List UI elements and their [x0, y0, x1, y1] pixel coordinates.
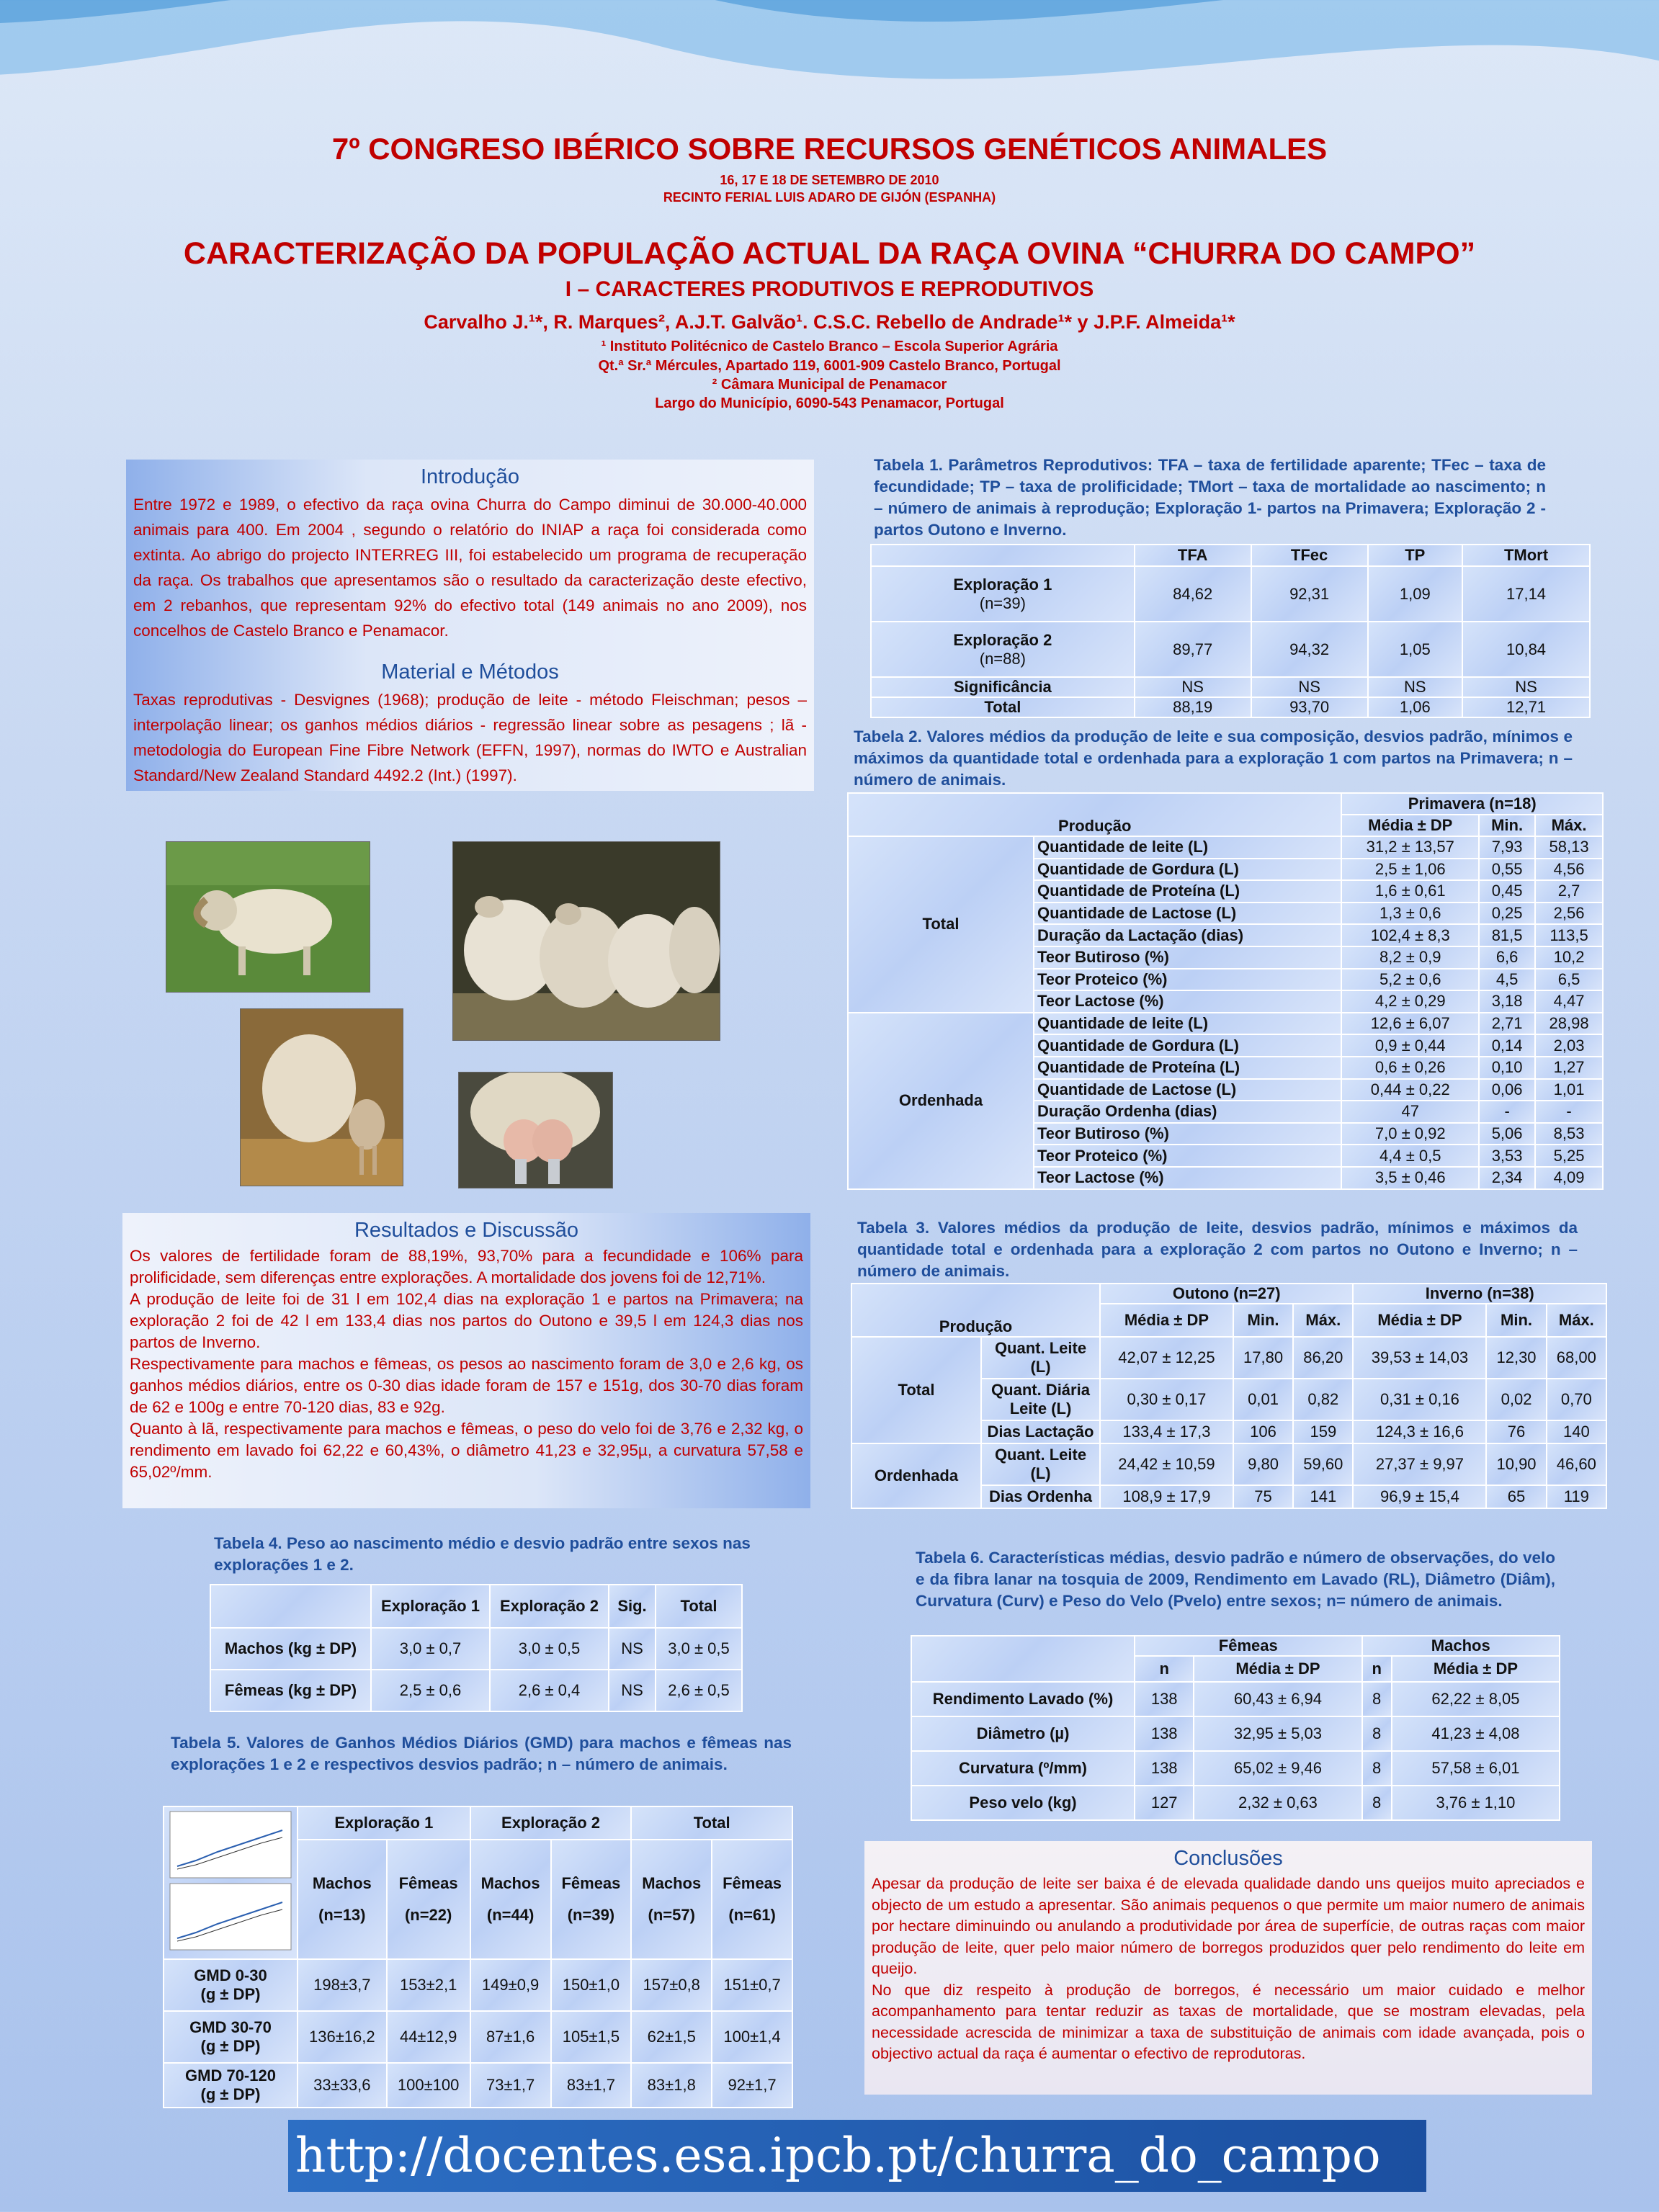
t2-row-label: Duração da Lactação (dias): [1034, 924, 1341, 946]
t6-cell: 60,43 ± 6,94: [1194, 1682, 1361, 1716]
t3-cell: 0,70: [1547, 1379, 1606, 1420]
t2-row-label: Teor Lactose (%): [1034, 1167, 1341, 1189]
t6-cell: 138: [1135, 1716, 1194, 1751]
t3-row-label: Dias Ordenha: [981, 1485, 1100, 1508]
t2-row-label: Duração Ordenha (dias): [1034, 1101, 1341, 1123]
t2-cell: 0,25: [1479, 903, 1535, 925]
table6: [911, 1635, 1560, 1821]
poster-subtitle: I – CARACTERES PRODUTIVOS E REPRODUTIVOS: [565, 277, 1094, 301]
t3-cell: 12,30: [1486, 1337, 1546, 1379]
t3-col: Média ± DP: [1100, 1304, 1233, 1337]
t2-cell: 2,71: [1479, 1013, 1535, 1035]
results-p2: A produção de leite foi de 31 l em 102,4 dias na exploração 1 e partos na Primavera; na exploração 2 foi de 42 l em 133,4 dias nos partos do Outono e 39,5 l em 124,3 dias nos partos de Inverno.: [130, 1290, 803, 1351]
t2-col: Máx.: [1535, 815, 1603, 836]
t5-group: Exploração 2: [470, 1806, 632, 1840]
t5-col: Machos (n=44): [470, 1840, 551, 1959]
footer-url[interactable]: http://docentes.esa.ipcb.pt/churra_do_campo: [288, 2120, 1426, 2192]
t2-section-label: Ordenhada: [848, 1013, 1034, 1189]
t3-cell: 86,20: [1293, 1337, 1353, 1379]
t2-cell: 5,2 ± 0,6: [1341, 969, 1479, 991]
t4-col: Sig.: [609, 1585, 656, 1628]
t4-cell: NS: [609, 1628, 656, 1670]
conclusions-panel: [864, 1841, 1592, 2095]
t2-cell: 2,7: [1535, 880, 1603, 903]
results-p4: Quanto à lã, respectivamente para machos e fêmeas, o peso do velo foi de 3,76 e 2,32 kg, o rendimento em lavado foi 62,22 e 60,43%, o diâmetro 41,23 e 32,95µ, a curvatura 57,58 e 65,02º/mm.: [130, 1420, 803, 1481]
t6-col: Média ± DP: [1194, 1656, 1361, 1682]
t3-section-label: Ordenhada: [851, 1443, 981, 1508]
conclusions-heading: Conclusões: [1173, 1847, 1283, 1870]
table3: [851, 1283, 1607, 1509]
t3-cell: 68,00: [1547, 1337, 1606, 1379]
t2-cell: 31,2 ± 13,57: [1341, 836, 1479, 859]
t3-group-winter: Inverno (n=38): [1353, 1284, 1606, 1304]
t2-cell: 2,03: [1535, 1034, 1603, 1057]
t1-row-label: Significância: [871, 677, 1135, 697]
t6-corner: [911, 1636, 1135, 1682]
t2-cell: 0,45: [1479, 880, 1535, 903]
intro-methods-panel: [126, 460, 814, 791]
t6-col: Média ± DP: [1392, 1656, 1560, 1682]
t3-row-label: Dias Lactação: [981, 1420, 1100, 1443]
table6-caption: Tabela 6. Características médias, desvio padrão e número de observações, do velo e da fibra lanar na tosquia de 2009, Rendimento em Lavado (RL), Diâmetro (Diâm), Curvatura (Curv) e Peso do Velo (Pvelo) entre sexos; n= número de animais.: [916, 1549, 1555, 1610]
t6-row-label: Diâmetro (µ): [911, 1716, 1135, 1751]
t1-cell: NS: [1368, 677, 1462, 697]
t3-cell: 46,60: [1547, 1443, 1606, 1485]
t1-col: TFec: [1251, 545, 1368, 566]
t1-cell: 89,77: [1135, 622, 1251, 677]
t2-cell: 0,14: [1479, 1034, 1535, 1057]
t3-cell: 140: [1547, 1420, 1606, 1443]
t2-cell: 81,5: [1479, 924, 1535, 946]
t2-cell: 10,2: [1535, 946, 1603, 969]
methods-heading: Material e Métodos: [381, 661, 559, 684]
t2-cell: 4,56: [1535, 859, 1603, 881]
t3-col: Máx.: [1293, 1304, 1353, 1337]
t5-row-label: GMD 30-70 (g ± DP): [164, 2011, 298, 2063]
t2-cell: 0,6 ± 0,26: [1341, 1057, 1479, 1079]
table5: [163, 1806, 793, 2108]
t5-cell: 100±1,4: [712, 2011, 792, 2063]
t1-cell: NS: [1462, 677, 1590, 697]
t2-cell: 113,5: [1535, 924, 1603, 946]
t1-corner: [871, 545, 1135, 566]
t1-cell: NS: [1135, 677, 1251, 697]
t5-cell: 150±1,0: [551, 1959, 632, 2011]
t2-cell: 7,93: [1479, 836, 1535, 859]
results-heading: Resultados e Discussão: [354, 1219, 579, 1242]
results-p1: Os valores de fertilidade foram de 88,19%, 93,70% para a fecundidade e 106% para prolificidade, sem diferenças entre explorações. A mortalidade dos jovens foi de 12,71%.: [130, 1247, 803, 1286]
t5-cell: 92±1,7: [712, 2063, 792, 2108]
t2-cell: 12,6 ± 6,07: [1341, 1013, 1479, 1035]
t2-row-label: Quantidade de leite (L): [1034, 1013, 1341, 1035]
t1-row-label: Exploração 2 (n=88): [871, 622, 1135, 677]
t3-cell: 65: [1486, 1485, 1546, 1508]
table3-caption: Tabela 3. Valores médios da produção de leite, desvios padrão, mínimos e máximos da quantidade total e ordenhada para a exploração 2 com partos no Outono e Inverno; n – número de animais.: [857, 1219, 1578, 1280]
t1-cell: 12,71: [1462, 697, 1590, 717]
t4-col: Exploração 1: [371, 1585, 490, 1628]
t2-cell: 2,5 ± 1,06: [1341, 859, 1479, 881]
t6-row-label: Curvatura (º/mm): [911, 1751, 1135, 1786]
t3-cell: 39,53 ± 14,03: [1353, 1337, 1486, 1379]
table1: [870, 544, 1591, 718]
t3-production-header: Produção: [851, 1284, 1100, 1337]
t6-row-label: Rendimento Lavado (%): [911, 1682, 1135, 1716]
congress-title: 7º CONGRESO IBÉRICO SOBRE RECURSOS GENÉTICOS ANIMALES: [331, 132, 1328, 166]
t3-cell: 119: [1547, 1485, 1606, 1508]
t2-row-label: Quantidade de leite (L): [1034, 836, 1341, 859]
t1-row-label: Total: [871, 697, 1135, 717]
t4-row-label: Fêmeas (kg ± DP): [210, 1670, 371, 1711]
affiliation-3: ² Câmara Municipal de Penamacor: [712, 377, 947, 393]
t5-cell: 73±1,7: [470, 2063, 551, 2108]
t6-col: n: [1135, 1656, 1194, 1682]
t3-cell: 59,60: [1293, 1443, 1353, 1485]
table2-caption: Tabela 2. Valores médios da produção de leite e sua composição, desvios padrão, mínimos e máximos da quantidade total e ordenhada para a exploração 1 com partos na Primavera; n – número de animais.: [854, 727, 1573, 789]
t3-cell: 0,82: [1293, 1379, 1353, 1420]
t3-cell: 75: [1233, 1485, 1293, 1508]
t5-cell: 62±1,5: [631, 2011, 712, 2063]
t3-cell: 108,9 ± 17,9: [1100, 1485, 1233, 1508]
intro-text: Entre 1972 e 1989, o efectivo da raça ovina Churra do Campo diminui de 30.000-40.000 animais para 400. Em 2004 , segundo o relatório do INIAP a raça foi considerada como extinta. Ao abrigo do projecto INTERREG III, foi estabelecido um programa de recuperação da raça. Os trabalhos que apresentamos são o resultado da caracterização deste efectivo, em 2 rebanhos, que representam 92% do efectivo total (149 animais no ano 2009), nos concelhos de Castelo Branco e Penamacor.: [133, 496, 807, 640]
t5-group: Total: [631, 1806, 792, 1840]
t2-cell: 4,47: [1535, 990, 1603, 1013]
t5-group: Exploração 1: [298, 1806, 470, 1840]
t2-row-label: Quantidade de Proteína (L): [1034, 1057, 1341, 1079]
t4-cell: NS: [609, 1670, 656, 1711]
t5-cell: 100±100: [387, 2063, 470, 2108]
t5-row-label: GMD 70-120 (g ± DP): [164, 2063, 298, 2108]
t2-cell: 1,3 ± 0,6: [1341, 903, 1479, 925]
conclusions-p1: Apesar da produção de leite ser baixa é de elevada qualidade dando uns queijos muito apreciados e objecto de um estudo a apresentar. São animais pequenos o que permite um maior numero de animais por hectare diminuindo ou anulando a produtividade por área de superfície, de outras raças com maior produção de leite, quer pelo maior número de borregos produzidos quer pelo rendimento do leite em queijo.: [872, 1875, 1585, 1977]
t1-cell: 10,84: [1462, 622, 1590, 677]
growth-curve-thumbnails: [167, 1809, 294, 1953]
t2-row-label: Teor Lactose (%): [1034, 990, 1341, 1013]
t4-cell: 2,5 ± 0,6: [371, 1670, 490, 1711]
affiliation-4: Largo do Município, 6090-543 Penamacor, Portugal: [655, 395, 1004, 411]
t3-col: Média ± DP: [1353, 1304, 1486, 1337]
t5-cell: 136±16,2: [298, 2011, 387, 2063]
t3-cell: 76: [1486, 1420, 1546, 1443]
t3-col: Min.: [1233, 1304, 1293, 1337]
t6-cell: 41,23 ± 4,08: [1392, 1716, 1560, 1751]
t2-cell: 4,5: [1479, 969, 1535, 991]
t2-production-header: Produção: [848, 793, 1341, 836]
t3-cell: 124,3 ± 16,6: [1353, 1420, 1486, 1443]
congress-dates: 16, 17 E 18 DE SETEMBRO DE 2010: [720, 173, 939, 187]
t3-section-label: Total: [851, 1337, 981, 1443]
t1-cell: 1,05: [1368, 622, 1462, 677]
t2-row-label: Teor Butiroso (%): [1034, 1123, 1341, 1145]
t3-cell: 0,02: [1486, 1379, 1546, 1420]
t2-col: Min.: [1479, 815, 1535, 836]
t2-row-label: Quantidade de Lactose (L): [1034, 903, 1341, 925]
t5-row-label: GMD 0-30 (g ± DP): [164, 1959, 298, 2011]
t3-cell: 141: [1293, 1485, 1353, 1508]
t3-cell: 96,9 ± 15,4: [1353, 1485, 1486, 1508]
t3-row-label: Quant. Leite (L): [981, 1337, 1100, 1379]
t5-cell: 105±1,5: [551, 2011, 632, 2063]
t2-cell: 102,4 ± 8,3: [1341, 924, 1479, 946]
t3-cell: 9,80: [1233, 1443, 1293, 1485]
t2-section-label: Total: [848, 836, 1034, 1013]
t4-corner: [210, 1585, 371, 1628]
t1-col: TMort: [1462, 545, 1590, 566]
t2-cell: 2,34: [1479, 1167, 1535, 1189]
t1-cell: 84,62: [1135, 566, 1251, 622]
t2-cell: 8,2 ± 0,9: [1341, 946, 1479, 969]
table4-caption: Tabela 4. Peso ao nascimento médio e desvio padrão entre sexos nas explorações 1 e 2.: [214, 1534, 751, 1574]
t6-group-males: Machos: [1362, 1636, 1560, 1656]
t2-group-header: Primavera (n=18): [1341, 793, 1603, 815]
t2-row-label: Quantidade de Proteína (L): [1034, 880, 1341, 903]
t5-col: Fêmeas (n=39): [551, 1840, 632, 1959]
t6-cell: 8: [1362, 1682, 1392, 1716]
milking-photo: [458, 1072, 613, 1188]
t1-col: TP: [1368, 545, 1462, 566]
table1-caption: Tabela 1. Parâmetros Reprodutivos: TFA – taxa de fertilidade aparente; TFec – taxa de fecundidade; TP – taxa de prolificidade; TMort – taxa de mortalidade ao nascimento; n – número de animais à reprodução; Exploração 1- partos na Primavera; Exploração 2 - partos Outono e Inverno.: [874, 456, 1546, 539]
t2-cell: 1,6 ± 0,61: [1341, 880, 1479, 903]
t2-cell: -: [1535, 1101, 1603, 1123]
t2-cell: 5,06: [1479, 1123, 1535, 1145]
methods-text: Taxas reprodutivas - Desvignes (1968); produção de leite - método Fleischman; pesos – interpolação linear; os ganhos médios diários - regressão linear sobre as pesagens ; lã - metodologia do European Fine Fibre Network (EFFN, 1997), normas do IWTO e Australian Standard/New Zealand Standard 4492.2 (Int.) (1997).: [133, 691, 807, 784]
t2-row-label: Quantidade de Lactose (L): [1034, 1079, 1341, 1101]
t2-cell: 3,18: [1479, 990, 1535, 1013]
t3-col: Min.: [1486, 1304, 1546, 1337]
t3-cell: 159: [1293, 1420, 1353, 1443]
t2-cell: 4,09: [1535, 1167, 1603, 1189]
t2-cell: 0,9 ± 0,44: [1341, 1034, 1479, 1057]
t3-cell: 24,42 ± 10,59: [1100, 1443, 1233, 1485]
poster-title: CARACTERIZAÇÃO DA POPULAÇÃO ACTUAL DA RAÇA OVINA “CHURRA DO CAMPO”: [183, 236, 1476, 271]
t4-cell: 2,6 ± 0,5: [656, 1670, 742, 1711]
t6-group-females: Fêmeas: [1135, 1636, 1362, 1656]
t4-cell: 3,0 ± 0,5: [490, 1628, 609, 1670]
t3-cell: 106: [1233, 1420, 1293, 1443]
t6-cell: 2,32 ± 0,63: [1194, 1786, 1361, 1820]
results-panel: [122, 1213, 810, 1508]
t3-cell: 133,4 ± 17,3: [1100, 1420, 1233, 1443]
t5-cell: 83±1,8: [631, 2063, 712, 2108]
t1-cell: 92,31: [1251, 566, 1368, 622]
t2-cell: 6,6: [1479, 946, 1535, 969]
t2-cell: 58,13: [1535, 836, 1603, 859]
ewe-lamb-photo: [240, 1008, 403, 1186]
t5-cell: 83±1,7: [551, 2063, 632, 2108]
t6-cell: 127: [1135, 1786, 1194, 1820]
t6-row-label: Peso velo (kg): [911, 1786, 1135, 1820]
t3-col: Máx.: [1547, 1304, 1606, 1337]
affiliation-1: ¹ Instituto Politécnico de Castelo Branco – Escola Superior Agrária: [601, 339, 1058, 354]
table4: [210, 1584, 743, 1712]
t2-cell: 1,27: [1535, 1057, 1603, 1079]
t5-cell: 33±33,6: [298, 2063, 387, 2108]
t3-row-label: Quant. Leite (L): [981, 1443, 1100, 1485]
t1-col: TFA: [1135, 545, 1251, 566]
t5-cell: 198±3,7: [298, 1959, 387, 2011]
t4-col: Total: [656, 1585, 742, 1628]
t2-cell: 28,98: [1535, 1013, 1603, 1035]
t1-row-label: Exploração 1 (n=39): [871, 566, 1135, 622]
t2-cell: 7,0 ± 0,92: [1341, 1123, 1479, 1145]
t4-cell: 3,0 ± 0,5: [656, 1628, 742, 1670]
ram-photo: [166, 841, 370, 993]
t3-cell: 0,30 ± 0,17: [1100, 1379, 1233, 1420]
t2-row-label: Teor Butiroso (%): [1034, 946, 1341, 969]
t2-cell: 0,06: [1479, 1079, 1535, 1101]
table5-caption: Tabela 5. Valores de Ganhos Médios Diários (GMD) para machos e fêmeas nas explorações 1 e 2 e respectivos desvios padrão; n – número de animais.: [171, 1734, 792, 1773]
t6-cell: 32,95 ± 5,03: [1194, 1716, 1361, 1751]
affiliation-2: Qt.ª Sr.ª Mércules, Apartado 119, 6001-909 Castelo Branco, Portugal: [598, 358, 1061, 374]
t5-cell: 149±0,9: [470, 1959, 551, 2011]
t4-cell: 2,6 ± 0,4: [490, 1670, 609, 1711]
t3-cell: 0,01: [1233, 1379, 1293, 1420]
t1-cell: 94,32: [1251, 622, 1368, 677]
t5-cell: 153±2,1: [387, 1959, 470, 2011]
t3-group-autumn: Outono (n=27): [1100, 1284, 1353, 1304]
t5-col: Machos (n=57): [631, 1840, 712, 1959]
results-p3: Respectivamente para machos e fêmeas, os pesos ao nascimento foram de 3,0 e 2,6 kg, os ganhos médios diários, entre os 0-30 dias idade foram de 157 e 151g, dos 30-70 dias foram de 62 e 100g e entre 70-120 dias, 83 e 92g.: [130, 1355, 803, 1416]
t4-col: Exploração 2: [490, 1585, 609, 1628]
t5-growth-charts: [164, 1806, 298, 1959]
t2-row-label: Teor Proteico (%): [1034, 1145, 1341, 1167]
t1-cell: NS: [1251, 677, 1368, 697]
t2-cell: 0,10: [1479, 1057, 1535, 1079]
t1-cell: 93,70: [1251, 697, 1368, 717]
t5-cell: 87±1,6: [470, 2011, 551, 2063]
t2-cell: 0,44 ± 0,22: [1341, 1079, 1479, 1101]
table2: [847, 792, 1604, 1190]
t1-cell: 17,14: [1462, 566, 1590, 622]
t2-cell: 3,53: [1479, 1145, 1535, 1167]
t1-cell: 1,09: [1368, 566, 1462, 622]
t3-cell: 0,31 ± 0,16: [1353, 1379, 1486, 1420]
congress-venue: RECINTO FERIAL LUIS ADARO DE GIJÓN (ESPANHA): [663, 190, 996, 205]
t2-row-label: Quantidade de Gordura (L): [1034, 859, 1341, 881]
t6-cell: 8: [1362, 1751, 1392, 1786]
t3-cell: 10,90: [1486, 1443, 1546, 1485]
t5-col: Fêmeas (n=22): [387, 1840, 470, 1959]
t3-cell: 42,07 ± 12,25: [1100, 1337, 1233, 1379]
t4-cell: 3,0 ± 0,7: [371, 1628, 490, 1670]
t5-col: Machos (n=13): [298, 1840, 387, 1959]
t6-cell: 138: [1135, 1751, 1194, 1786]
t2-cell: -: [1479, 1101, 1535, 1123]
t2-cell: 6,5: [1535, 969, 1603, 991]
t5-col: Fêmeas (n=61): [712, 1840, 792, 1959]
t2-row-label: Teor Proteico (%): [1034, 969, 1341, 991]
t2-cell: 3,5 ± 0,46: [1341, 1167, 1479, 1189]
t6-cell: 57,58 ± 6,01: [1392, 1751, 1560, 1786]
t2-cell: 0,55: [1479, 859, 1535, 881]
t2-cell: 5,25: [1535, 1145, 1603, 1167]
t5-cell: 151±0,7: [712, 1959, 792, 2011]
conclusions-p2: No que diz respeito à produção de borregos, é necessário um maior cuidado e melhor acompanhamento para tentar reduzir as taxas de mortalidade, que se mostram elevadas, pela necessidade acrescida de minimizar a taxa de substituição de animais com idade avançada, pois o objectivo actual da raça é aumentar o efectivo de reprodutoras.: [872, 1981, 1585, 2062]
t3-row-label: Quant. Diária Leite (L): [981, 1379, 1100, 1420]
authors: Carvalho J.¹*, R. Marques², A.J.T. Galvão¹. C.S.C. Rebello de Andrade¹* y J.P.F. Almeida¹*: [424, 311, 1235, 333]
t2-cell: 47: [1341, 1101, 1479, 1123]
t6-cell: 8: [1362, 1786, 1392, 1820]
t1-cell: 88,19: [1135, 697, 1251, 717]
t1-cell: 1,06: [1368, 697, 1462, 717]
t4-row-label: Machos (kg ± DP): [210, 1628, 371, 1670]
t6-cell: 138: [1135, 1682, 1194, 1716]
t5-cell: 157±0,8: [631, 1959, 712, 2011]
ewes-photo: [452, 841, 720, 1041]
t2-cell: 8,53: [1535, 1123, 1603, 1145]
t6-cell: 65,02 ± 9,46: [1194, 1751, 1361, 1786]
t6-cell: 8: [1362, 1716, 1392, 1751]
t2-cell: 2,56: [1535, 903, 1603, 925]
t2-cell: 4,4 ± 0,5: [1341, 1145, 1479, 1167]
t6-col: n: [1362, 1656, 1392, 1682]
t2-cell: 4,2 ± 0,29: [1341, 990, 1479, 1013]
t2-row-label: Quantidade de Gordura (L): [1034, 1034, 1341, 1057]
intro-heading: Introdução: [420, 465, 520, 488]
t6-cell: 3,76 ± 1,10: [1392, 1786, 1560, 1820]
t2-col: Média ± DP: [1341, 815, 1479, 836]
t3-cell: 27,37 ± 9,97: [1353, 1443, 1486, 1485]
t2-cell: 1,01: [1535, 1079, 1603, 1101]
t5-cell: 44±12,9: [387, 2011, 470, 2063]
t3-cell: 17,80: [1233, 1337, 1293, 1379]
t6-cell: 62,22 ± 8,05: [1392, 1682, 1560, 1716]
